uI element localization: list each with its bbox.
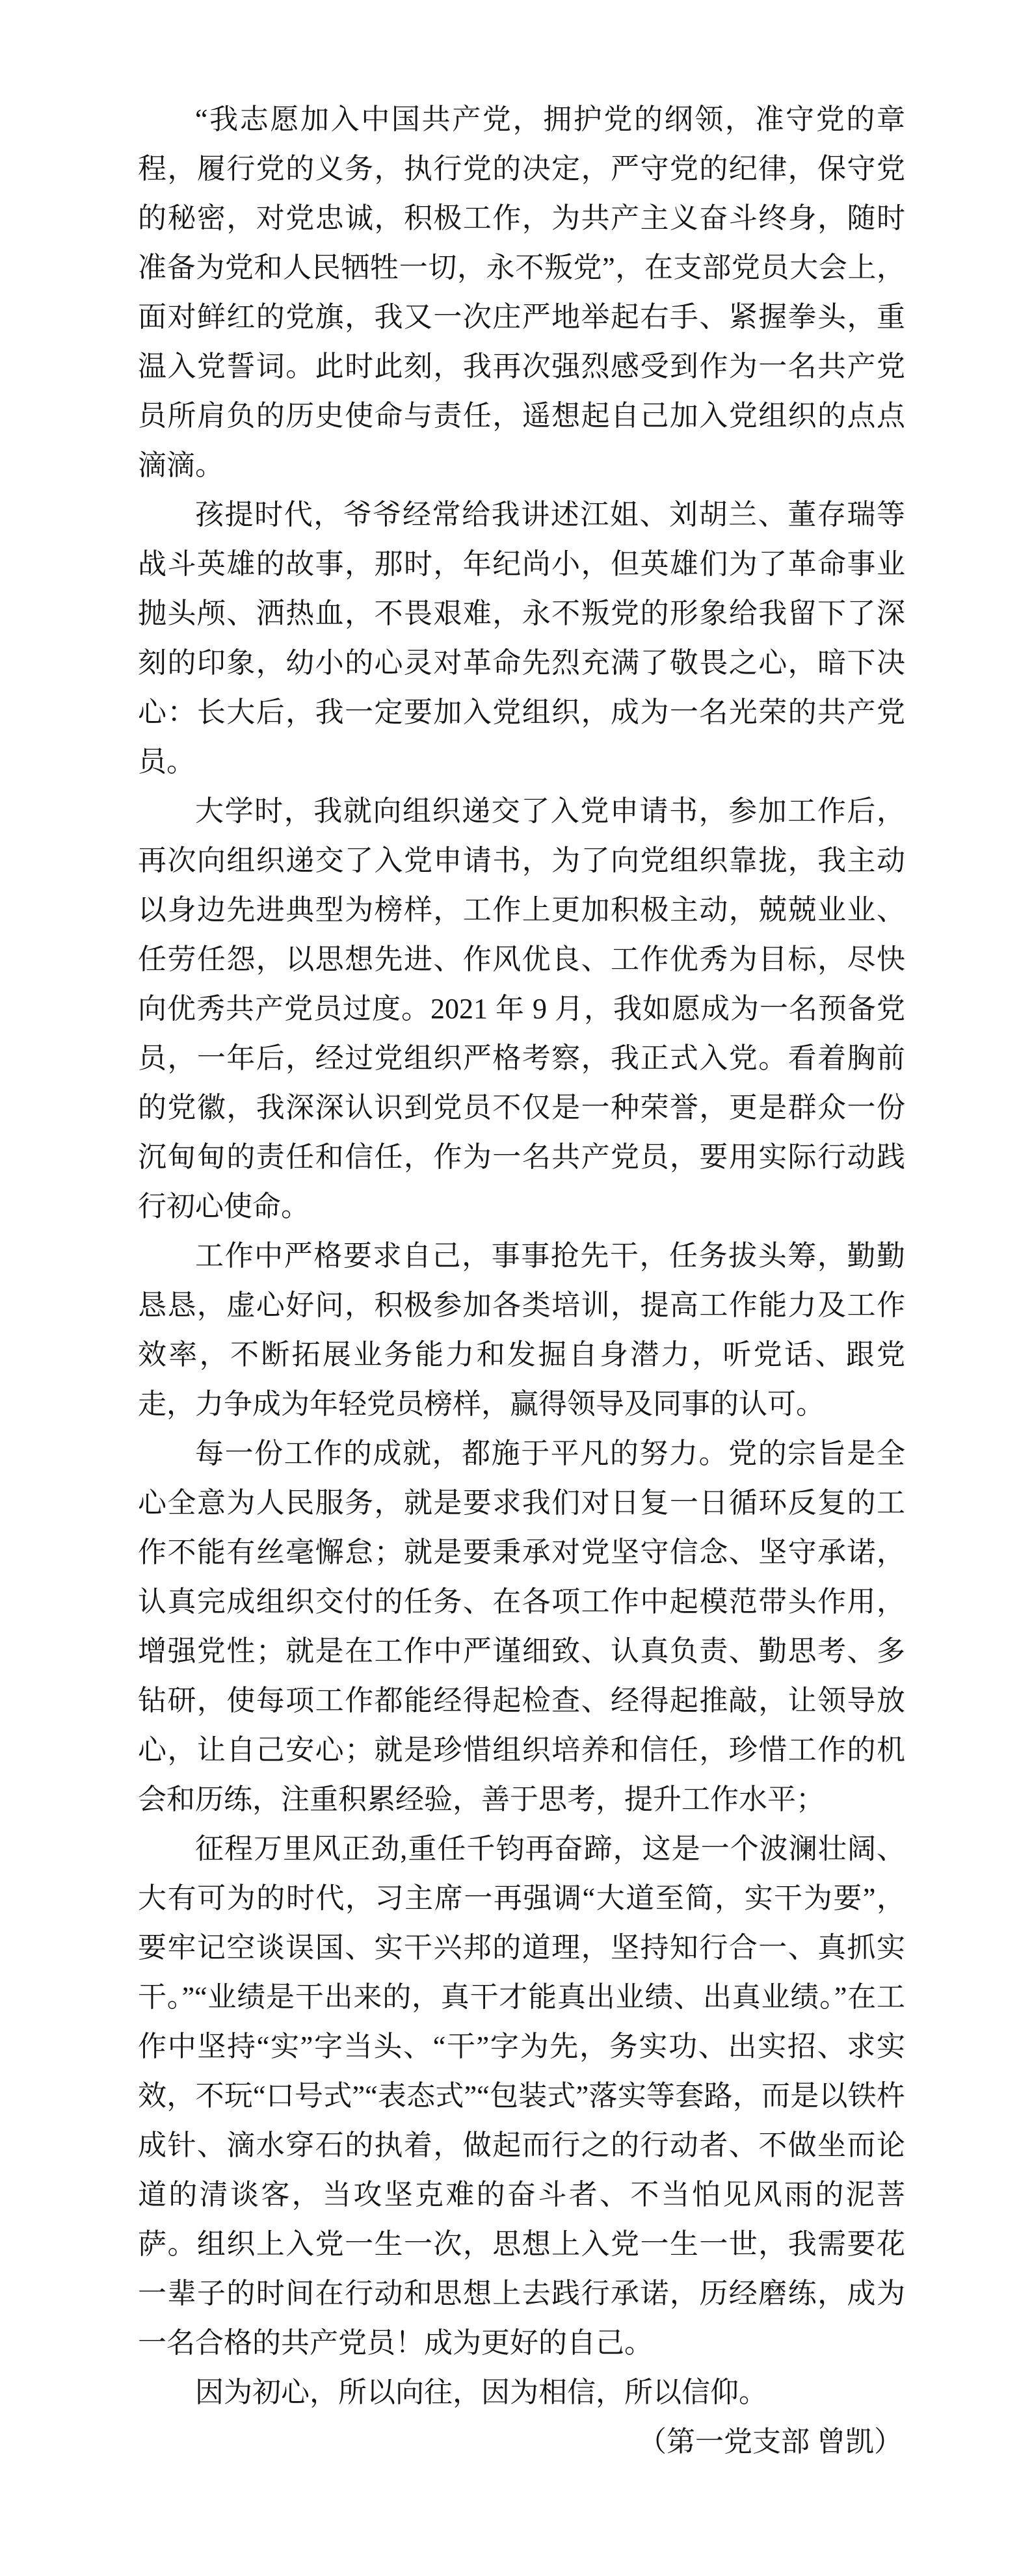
- paragraph-application: 大学时，我就向组织递交了入党申请书，参加工作后，再次向组织递交了入党申请书，为了向党组织靠拢，我主动以身边先进典型为榜样，工作上更加积极主动，兢兢业业、任劳任怨，以思想先进、作风优良、工作优秀为目标，尽快向优秀共产党员过度。2021 年 9 月，我如愿成为一名预备党员，一年后，经过党组织严格考察，我正式入党。看着胸前的党徽，我深深认识到党员不仅是一种荣誉，更是群众一份沉甸甸的责任和信任，作为一名共产党员，要用实际行动践行初心使命。: [138, 795, 905, 1222]
- paragraph-new-era: 征程万里风正劲,重任千钧再奋蹄，这是一个波澜壮阔、大有可为的时代，习主席一再强调“大道至简，实干为要”，要牢记空谈误国、实干兴邦的道理，坚持知行合一、真抓实干。”“业绩是干出来的，真干才能真出业绩、出真业绩。”在工作中坚持“实”字当头、“干”字为先，务实功、出实招、求实效，不玩“口号式”“表态式”“包装式”落实等套路，而是以铁杵成针、滴水穿石的执着，做起而行之的行动者、不做坐而论道的清谈客，当攻坚克难的奋斗者、不当怕见风雨的泥菩萨。组织上入党一生一次，思想上入党一生一世，我需要花一辈子的时间在行动和思想上去践行承诺，历经磨练，成为一名合格的共产党员！成为更好的自己。: [138, 1833, 905, 2359]
- signature-line: （第一党支部 曾凯）: [638, 2426, 903, 2458]
- paragraph-closing: 因为初心，所以向往，因为相信，所以信仰。: [195, 2376, 767, 2408]
- paragraph-party-purpose: 每一份工作的成就，都施于平凡的努力。党的宗旨是全心全意为人民服务，就是要求我们对日复一日循环反复的工作不能有丝毫懈怠；就是要秉承对党坚守信念、坚守承诺，认真完成组织交付的任务、在各项工作中起模范带头作用，增强党性；就是在工作中严谨细致、认真负责、勤思考、多钻研，使每项工作都能经得起检查、经得起推敲，让领导放心，让自己安心；就是珍惜组织培养和信任，珍惜工作的机会和历练，注重积累经验，善于思考，提升工作水平；: [138, 1438, 905, 1815]
- paragraph-childhood: 孩提时代，爷爷经常给我讲述江姐、刘胡兰、董存瑞等战斗英雄的故事，那时，年纪尚小，但英雄们为了革命事业抛头颅、洒热血，不畏艰难，永不叛党的形象给我留下了深刻的印象，幼小的心灵对革命先烈充满了敬畏之心，暗下决心：长大后，我一定要加入党组织，成为一名光荣的共产党员。: [138, 499, 905, 778]
- essay-body: [138, 95, 905, 2467]
- paragraph-work-attitude: 工作中严格要求自己，事事抢先干，任务拔头筹，勤勤恳恳，虚心好问，积极参加各类培训，提高工作能力及工作效率，不断拓展业务能力和发掘自身潜力，听党话、跟党走，力争成为年轻党员榜样，赢得领导及同事的认可。: [138, 1240, 905, 1420]
- paragraph-oath: “我志愿加入中国共产党，拥护党的纲领，准守党的章程，履行党的义务，执行党的决定，严守党的纪律，保守党的秘密，对党忠诚，积极工作，为共产主义奋斗终身，随时准备为党和人民牺牲一切，永不叛党”，在支部党员大会上，面对鲜红的党旗，我又一次庄严地举起右手、紧握拳头，重温入党誓词。此时此刻，我再次强烈感受到作为一名共产党员所肩负的历史使命与责任，遥想起自己加入党组织的点点滴滴。: [138, 103, 905, 481]
